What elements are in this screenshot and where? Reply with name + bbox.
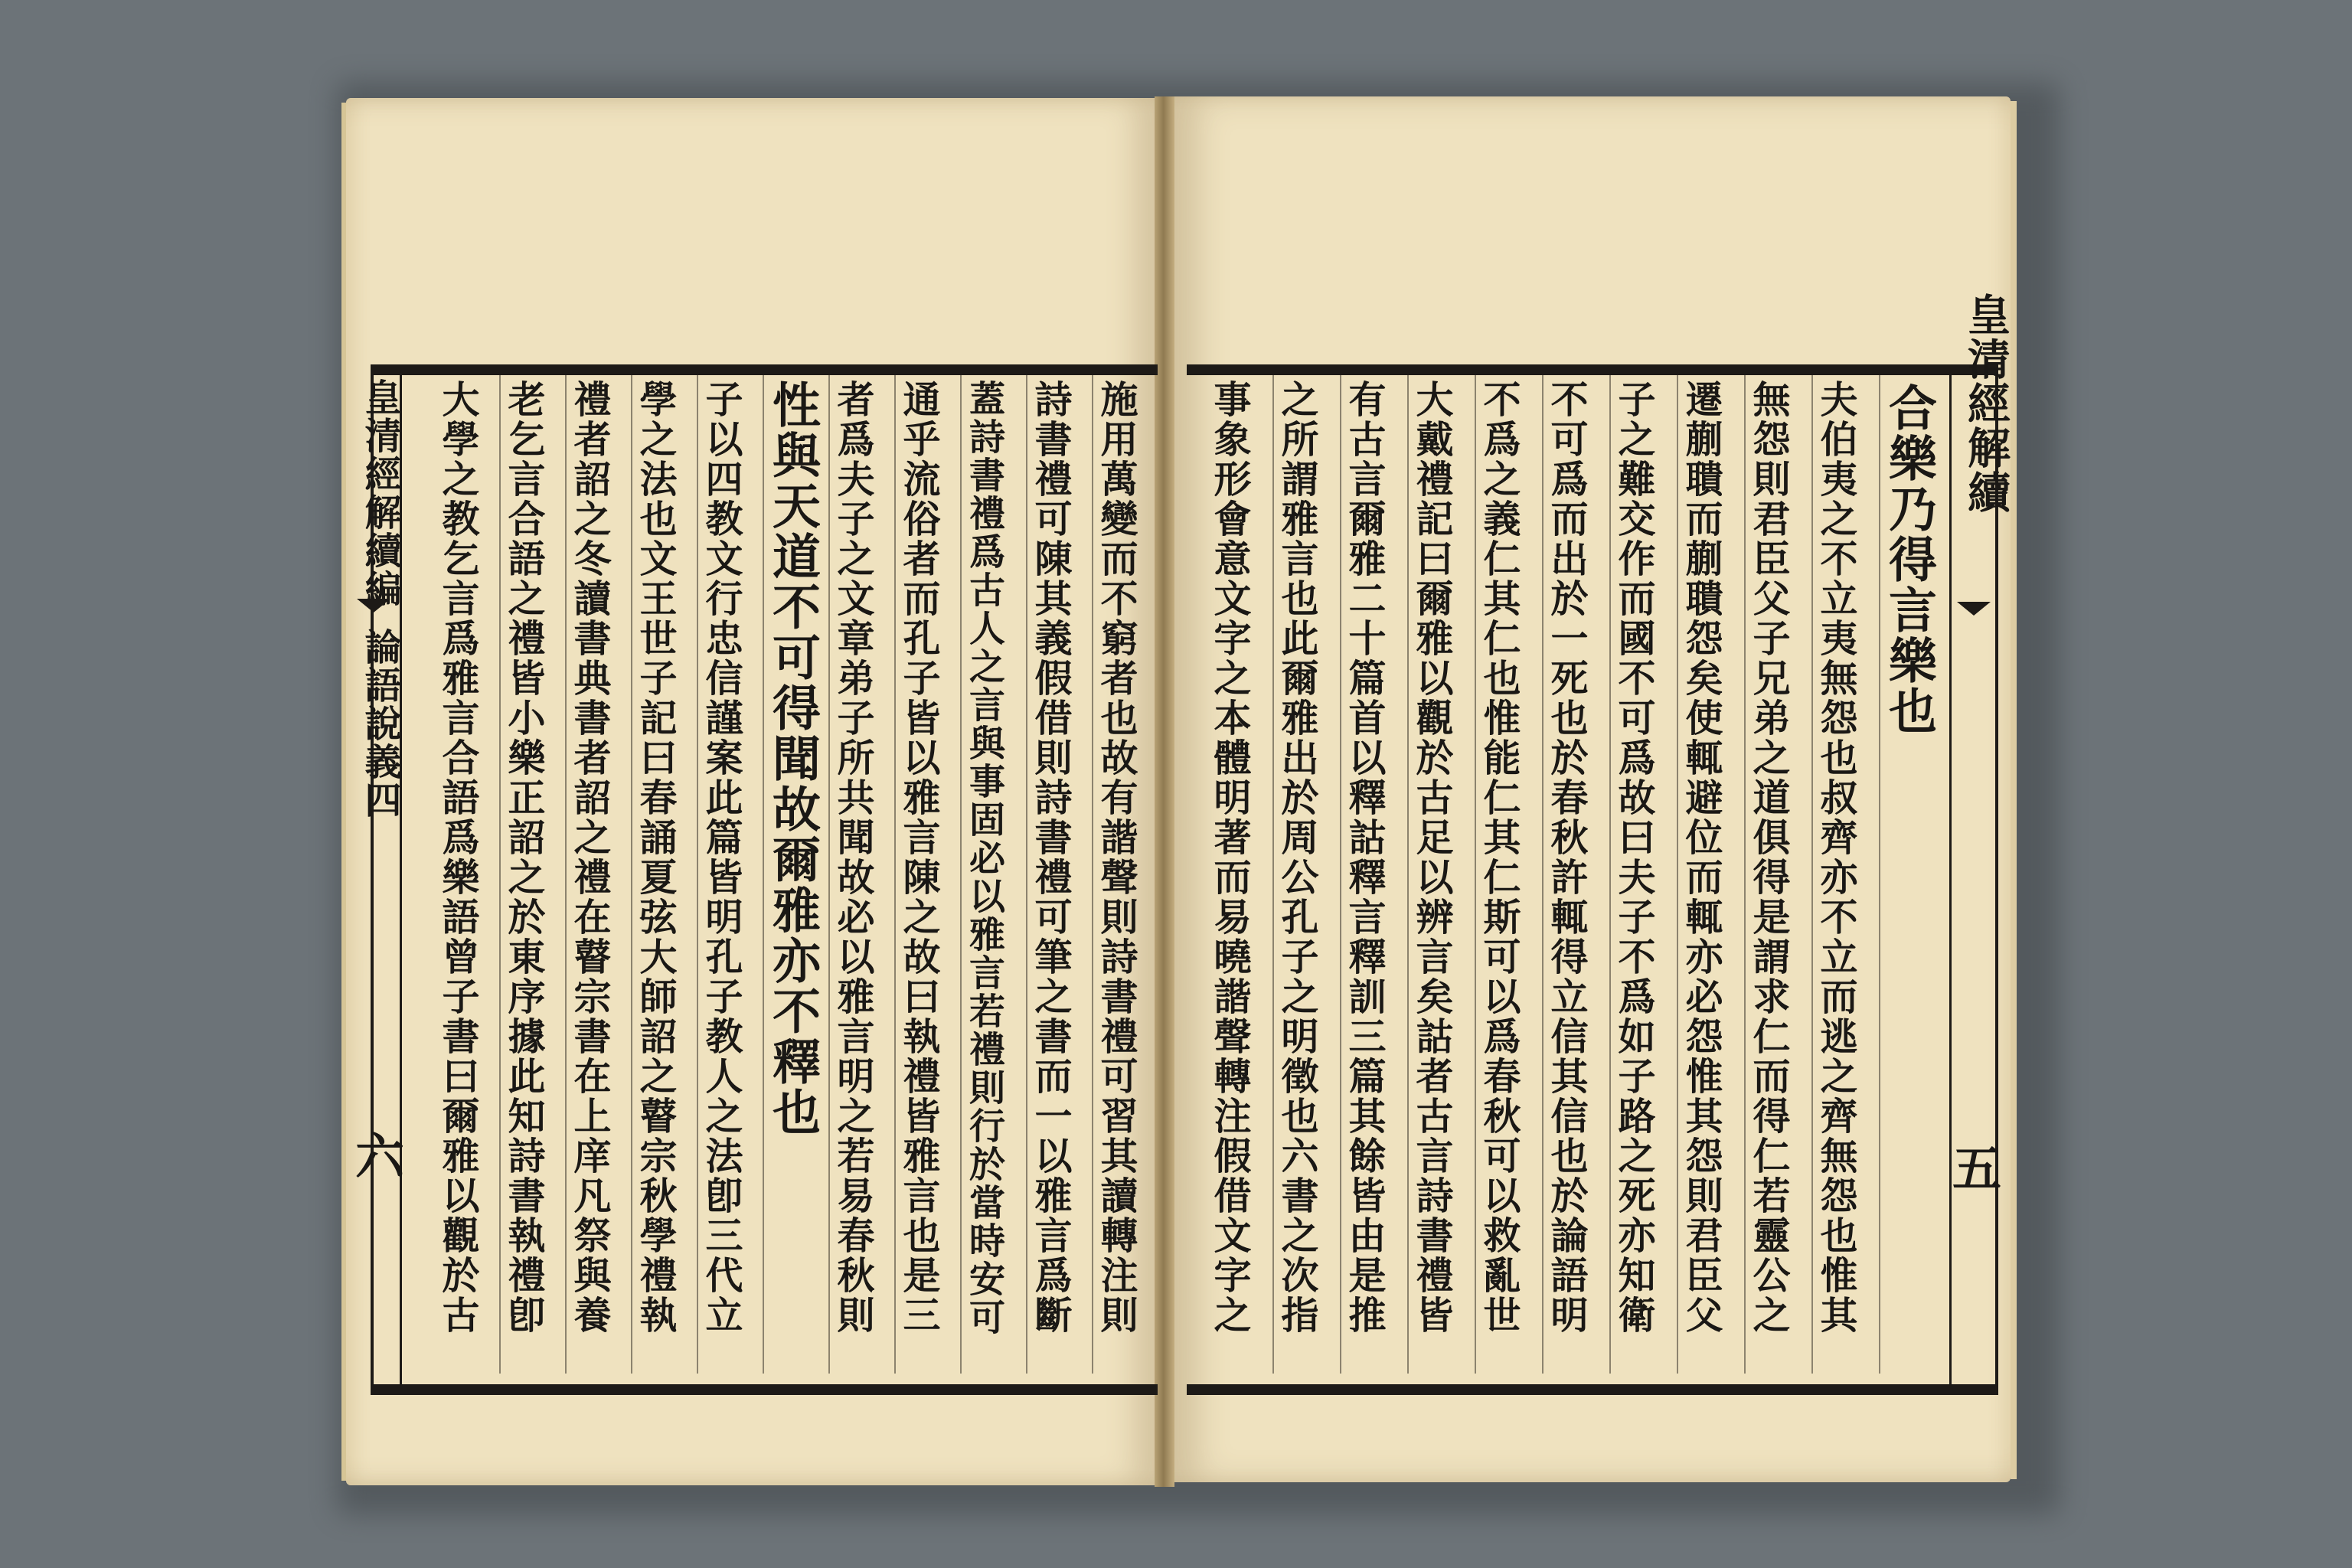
left-column-3: 蓋詩書禮爲古人之言與事固必以雅言若禮則行於當時安可	[963, 380, 1005, 1337]
left-column-11: 大學之教乞言爲雅言合語爲樂語曾子書曰爾雅以觀於古	[436, 380, 481, 1335]
right-column-2: 夫伯夷之不立夷無怨也叔齊亦不立而逃之齊無怨也惟其	[1815, 380, 1859, 1335]
fish-tail-mark-left	[357, 599, 390, 612]
left-column-10: 老乞言合語之禮皆小樂正詔之於東序據此知詩書執禮卽	[502, 380, 547, 1335]
left-column-rule	[697, 375, 698, 1374]
left-column-6: 性與天道不可得聞故爾雅亦不釋也	[765, 380, 822, 1138]
left-column-9: 禮者詔之冬讀書典書者詔之禮在瞽宗書在上庠凡祭與養	[568, 380, 612, 1335]
right-column-rule	[1542, 375, 1544, 1374]
left-column-rule	[631, 375, 632, 1374]
right-column-rule	[1475, 375, 1476, 1374]
right-page-margin-column	[1949, 364, 2001, 1395]
left-column-rule	[828, 375, 830, 1374]
right-page-number: 五	[1952, 1141, 2001, 1198]
right-column-11: 事象形會意文字之本體明著而易曉諧聲轉注假借文字之	[1208, 380, 1253, 1335]
right-column-10: 之所謂雅言也此爾雅出於周公孔子之明徵也六書之次指	[1276, 380, 1320, 1335]
right-column-rule	[1811, 375, 1813, 1374]
left-column-rule	[1092, 375, 1093, 1374]
left-column-rule	[763, 375, 764, 1374]
left-column-rule	[960, 375, 962, 1374]
left-column-rule	[1026, 375, 1027, 1374]
right-column-8: 大戴禮記曰爾雅以觀於古足以辨言矣詁者古言詩書禮皆	[1410, 380, 1455, 1335]
left-column-rule	[499, 375, 501, 1374]
right-column-1: 合樂乃得言樂也	[1881, 383, 1938, 737]
right-column-rule	[1340, 375, 1341, 1374]
right-column-3: 無怨則君臣父子兄弟之道俱得是謂求仁而得仁若靈公之	[1747, 380, 1792, 1335]
left-column-5: 者爲夫子之文章弟子所共聞故必以雅言明之若易春秋則	[831, 380, 876, 1335]
fish-tail-mark-right	[1957, 602, 1991, 616]
right-column-9: 有古言爾雅二十篇首以釋詁釋言釋訓三篇其餘皆由是推	[1343, 380, 1387, 1335]
right-column-rule	[1272, 375, 1274, 1374]
left-column-2: 詩書禮可陳其義假借則詩書禮可筆之書而一以雅言爲斷	[1029, 380, 1073, 1335]
right-column-5: 子之難交作而國不可爲故曰夫子不爲如子路之死亦知衛	[1612, 380, 1657, 1335]
right-column-4: 遷蒯聵而蒯聵怨矣使輒避位而輒亦必怨惟其怨則君臣父	[1680, 380, 1724, 1335]
left-page-header-title: 皇清經解續編	[358, 378, 401, 608]
right-column-6: 不可爲而出於一死也於春秋許輒得立信其信也於論語明	[1545, 380, 1589, 1335]
left-column-1: 施用萬變而不窮者也故有諧聲則詩書禮可習其讀轉注則	[1095, 380, 1139, 1335]
left-column-rule	[894, 375, 896, 1374]
left-column-4: 通乎流俗者而孔子皆以雅言陳之故曰執禮皆雅言也是三	[897, 380, 942, 1335]
right-column-rule	[1879, 375, 1880, 1374]
left-column-8: 學之法也文王世子記曰春誦夏弦大師詔之瞽宗秋學禮執	[634, 380, 678, 1335]
right-page-header-title: 皇清經解續	[1961, 292, 2011, 514]
right-column-rule	[1744, 375, 1746, 1374]
right-column-7: 不爲之義仁其仁也惟能仁其仁斯可以爲春秋可以救亂世	[1478, 380, 1522, 1335]
left-column-7: 子以四教文行忠信謹案此篇皆明孔子教人之法卽三代立	[700, 380, 744, 1335]
right-column-rule	[1677, 375, 1678, 1374]
right-column-rule	[1609, 375, 1611, 1374]
left-column-rule	[565, 375, 567, 1374]
right-column-rule	[1407, 375, 1409, 1374]
left-page-section-title: 論語說義四	[358, 628, 401, 819]
left-page-number: 六	[355, 1129, 404, 1186]
